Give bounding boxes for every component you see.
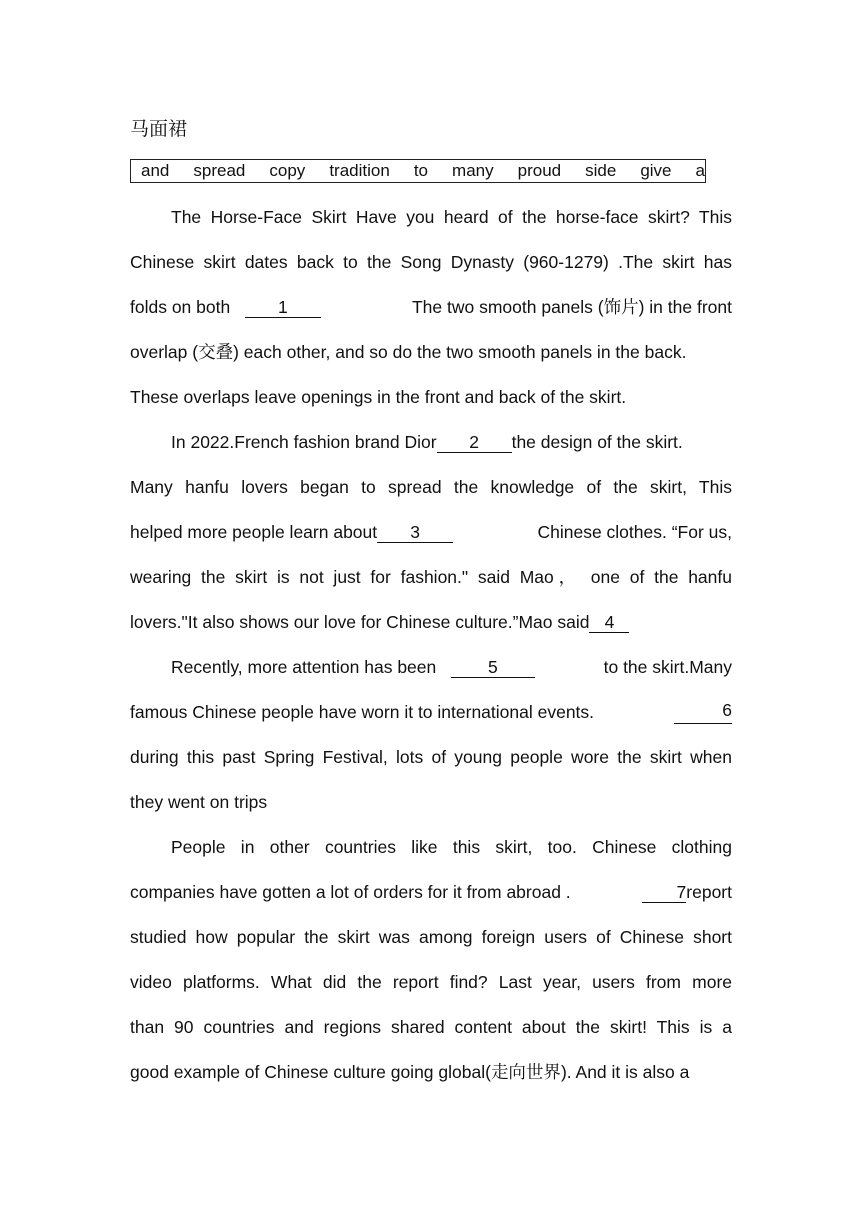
text-line: famous Chinese people have worn it to international events. 6 bbox=[130, 700, 732, 722]
text-line: than 90 countries and regions shared content about the skirt! This is a bbox=[130, 1017, 732, 1037]
word-bank-item: proud bbox=[517, 161, 562, 180]
text-line: good example of Chinese culture going global(走向世界). And it is also a bbox=[130, 1062, 690, 1083]
text-line: they went on trips bbox=[130, 792, 268, 812]
text-line: overlap (交叠) each other, and so do the two smooth panels in the back. bbox=[130, 342, 687, 363]
text-line: Many hanfu lovers began to spread the knowledge of the skirt, This bbox=[130, 477, 732, 497]
text-line: companies have gotten a lot of orders for it from abroad . 7report bbox=[130, 882, 732, 902]
word-bank-item: many bbox=[452, 161, 494, 180]
word-bank-item: spread bbox=[193, 161, 246, 180]
blank-4[interactable]: 4 bbox=[589, 612, 629, 633]
word-bank-item: and bbox=[141, 161, 170, 180]
text-line: People in other countries like this skirt, too. Chinese clothing bbox=[171, 837, 732, 857]
blank-7[interactable]: 7 bbox=[642, 882, 686, 903]
word-bank bbox=[130, 159, 706, 183]
text-line: The Horse-Face Skirt Have you heard of the horse-face skirt? This bbox=[171, 207, 732, 227]
blank-6[interactable]: 6 bbox=[674, 700, 732, 724]
text-line: In 2022.French fashion brand Dior 2 the design of the skirt. bbox=[171, 432, 683, 452]
page-title: 马面裙 bbox=[130, 118, 188, 140]
word-bank-item: side bbox=[585, 161, 617, 180]
text-line: Chinese skirt dates back to the Song Dynasty (960-1279) .The skirt has bbox=[130, 252, 732, 272]
blank-2[interactable]: 2 bbox=[437, 432, 512, 453]
text-line: lovers."It also shows our love for Chinese culture.”Mao said 4 bbox=[130, 610, 732, 634]
text-line: studied how popular the skirt was among foreign users of Chinese short bbox=[130, 927, 732, 947]
blank-1[interactable]: 1 bbox=[245, 297, 321, 318]
text-line: during this past Spring Festival, lots of young people wore the skirt when bbox=[130, 747, 732, 767]
word-bank-item: to bbox=[413, 161, 429, 180]
text-line: Recently, more attention has been 5 to the skirt.Many bbox=[171, 657, 732, 677]
text-line: video platforms. What did the report find? Last year, users from more bbox=[130, 972, 732, 992]
word-bank-item: tradition bbox=[329, 161, 390, 180]
word-bank-item: a bbox=[695, 161, 705, 180]
text-line: These overlaps leave openings in the front and back of the skirt. bbox=[130, 387, 627, 407]
blank-5[interactable]: 5 bbox=[451, 657, 535, 678]
text-line: helped more people learn about 3 Chinese clothes. “For us, bbox=[130, 522, 732, 542]
text-line: folds on both 1 The two smooth panels (饰片) in the front bbox=[130, 297, 732, 318]
word-bank-item: copy bbox=[269, 161, 306, 180]
word-bank-item: give bbox=[640, 161, 672, 180]
blank-3[interactable]: 3 bbox=[377, 522, 453, 543]
text-line: wearing the skirt is not just for fashion." said Mao， one of the hanfu bbox=[130, 567, 732, 587]
